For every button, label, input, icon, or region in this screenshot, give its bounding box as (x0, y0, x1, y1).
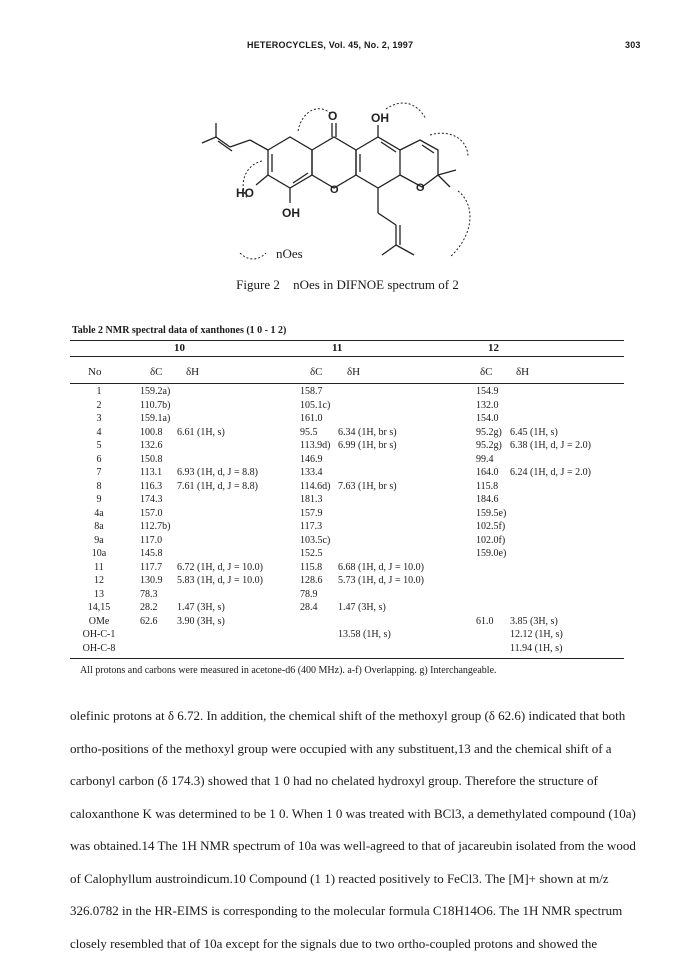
table-cell-dh-12: 6.45 (1H, s) (510, 426, 558, 438)
group-header-12: 12 (488, 342, 499, 354)
table-title: Table 2 NMR spectral data of xanthones (1 0 - 1 2) (72, 325, 287, 336)
table-cell-dc-11: 157.9 (300, 507, 323, 519)
body-line: caloxanthone K was determined to be 1 0. When 1 0 was treated with BCl3, a demethylated compound (10a) (70, 805, 636, 821)
noe-arrow (386, 103, 426, 119)
group-header-11: 11 (332, 342, 343, 354)
table-cell-no: OH-C-8 (82, 642, 116, 654)
table-cell-dc-10: 100.8 (140, 426, 163, 438)
oh-top-label: OH (371, 111, 389, 125)
table-cell-dc-10: 110.7b) (140, 399, 171, 411)
table-cell-dc-10: 116.3 (140, 480, 163, 492)
table-cell-dc-10: 145.8 (140, 548, 163, 559)
body-line: closely resembled that of 10a except for the signals due to two ortho-coupled protons and showed the (70, 935, 598, 951)
table-cell-dc-10: 150.8 (140, 453, 163, 465)
table-cell-dc-11: 117.3 (300, 521, 323, 532)
table-cell-dc-11: 161.0 (300, 413, 323, 424)
noe-arrow (450, 191, 470, 257)
table-cell-no: 2 (96, 399, 102, 411)
page-number: 303 (625, 40, 641, 50)
table-cell-dc-12: 164.0 (476, 467, 499, 478)
chemical-structure-figure (200, 95, 490, 280)
table-cell-no: 4a (94, 507, 104, 519)
table-cell-dc-11: 95.5 (300, 426, 318, 438)
table-cell-dh-10: 7.61 (1H, d, J = 8.8) (177, 480, 258, 492)
table-cell-dc-11: 152.5 (300, 548, 323, 559)
table-cell-dh-12: 12.12 (1H, s) (510, 629, 563, 640)
ring-b (312, 137, 356, 188)
table-cell-dc-10: 117.7 (140, 561, 163, 573)
table-cell-dc-12: 159.5e) (476, 507, 507, 519)
col-header-dh-10: δH (186, 366, 200, 378)
col-header-dc-11: δC (310, 366, 323, 378)
table-cell-no: 9 (96, 494, 102, 505)
table-cell-no: 8a (94, 521, 104, 532)
table-cell-dh-10: 3.90 (3H, s) (177, 615, 225, 627)
table-cell-no: OMe (88, 615, 110, 627)
table-cell-dc-11: 158.7 (300, 386, 323, 397)
table-cell-no: 12 (94, 575, 104, 586)
table-cell-dh-11: 6.99 (1H, br s) (338, 440, 397, 451)
body-line: was obtained.14 The 1H NMR spectrum of 10a was well-agreed to that of jacareubin isolated from the wood (70, 838, 636, 853)
col-header-dc-10: δC (150, 366, 163, 378)
table-cell-dh-10: 1.47 (3H, s) (177, 602, 225, 613)
ring-o-label: O (330, 184, 339, 196)
table-cell-no: 4 (96, 426, 102, 438)
ho-left-label: HO (236, 186, 254, 200)
table-cell-dc-11: 103.5c) (300, 534, 331, 546)
group-header-10: 10 (174, 342, 185, 354)
table-cell-dc-12: 102.0f) (476, 534, 506, 546)
table-cell-dh-12: 3.85 (3H, s) (510, 615, 558, 627)
table-cell-dh-12: 11.94 (1H, s) (510, 642, 563, 654)
table-cell-no: 10a (91, 548, 107, 559)
table-cell-no: 8 (96, 480, 102, 492)
table-cell-no: 3 (96, 413, 102, 424)
table-cell-dc-11: 128.6 (300, 575, 323, 586)
table-cell-dc-10: 112.7b) (140, 521, 171, 532)
col-header-dc-12: δC (480, 366, 493, 378)
table-cell-dc-12: 99.4 (476, 453, 494, 465)
table-cell-dh-11: 5.73 (1H, d, J = 10.0) (338, 575, 424, 586)
table-cell-no: 13 (94, 588, 104, 600)
table-cell-dc-10: 113.1 (140, 467, 163, 478)
carbonyl-o-label: O (328, 109, 338, 123)
table-rule-group (70, 356, 624, 357)
table-cell-no: 7 (96, 467, 102, 478)
legend-dash (240, 253, 266, 259)
table-cell-dc-12: 61.0 (476, 615, 494, 627)
figure-caption (0, 277, 695, 293)
body-line: of Calophyllum austroindicum.10 Compound (1 1) reacted positively to FeCl3. The [M]+ shown at m/z (70, 870, 609, 886)
table-cell-dc-10: 159.1a) (140, 413, 171, 424)
table-cell-dc-12: 115.8 (476, 480, 499, 492)
table-cell-dc-12: 154.0 (476, 413, 499, 424)
col-header-no: No (88, 366, 102, 378)
table-cell-no: 5 (96, 440, 102, 451)
body-line: 326.0782 in the HR-EIMS is corresponding to the molecular formula C18H14O6. The 1H NMR spectrum (70, 903, 623, 918)
oh-bottom-label: OH (282, 206, 300, 220)
table-cell-dh-11: 6.68 (1H, d, J = 10.0) (338, 561, 424, 573)
journal-citation: HETEROCYCLES, Vol. 45, No. 2, 1997 (247, 40, 414, 50)
table-cell-dc-11: 115.8 (300, 561, 323, 573)
table-cell-dc-11: 146.9 (300, 453, 323, 465)
ring-a (268, 137, 312, 188)
noe-arrow (430, 133, 468, 157)
table-rule-top (70, 340, 624, 341)
table-cell-dc-12: 102.5f) (476, 521, 506, 532)
table-cell-dc-11: 105.1c) (300, 399, 331, 411)
col-header-dh-11: δH (347, 366, 361, 378)
table-cell-dc-12: 95.2g) (476, 440, 502, 451)
table-cell-no: 9a (94, 534, 104, 546)
table-cell-dc-10: 28.2 (140, 602, 158, 613)
table-cell-dc-10: 130.9 (140, 575, 163, 586)
table-rule-head (70, 383, 624, 384)
table-cell-dc-11: 78.9 (300, 588, 318, 600)
table-cell-dh-10: 6.93 (1H, d, J = 8.8) (177, 467, 258, 478)
pyran-o-label: O (416, 182, 425, 194)
table-cell-no: 1 (96, 386, 102, 397)
table-cell-dc-10: 62.6 (140, 615, 158, 627)
table-cell-dc-11: 133.4 (300, 467, 323, 478)
col-header-dh-12: δH (516, 366, 530, 378)
table-cell-dc-11: 114.6d) (300, 480, 331, 492)
table-cell-dh-10: 5.83 (1H, d, J = 10.0) (177, 575, 263, 586)
table-cell-dc-12: 184.6 (476, 494, 499, 505)
table-cell-dh-10: 6.61 (1H, s) (177, 426, 225, 438)
table-cell-dh-11: 1.47 (3H, s) (338, 602, 386, 613)
body-line: olefinic protons at δ 6.72. In addition, the chemical shift of the methoxyl group (δ 62.6) indicated that both (70, 708, 626, 723)
table-cell-dc-11: 113.9d) (300, 440, 331, 451)
table-cell-dc-12: 132.0 (476, 399, 499, 411)
ring-c (356, 137, 400, 188)
table-footnote: All protons and carbons were measured in acetone-d6 (400 MHz). a-f) Overlapping. g) Interchangeable. (80, 665, 497, 676)
figure-label: Figure 2 (236, 277, 280, 292)
table-cell-no: 11 (94, 561, 104, 573)
noe-arrow (298, 109, 330, 131)
body-line: carbonyl carbon (δ 174.3) showed that 1 0 had no chelated hydroxyl group. Therefore the structure of (70, 773, 598, 788)
table-cell-dc-10: 132.6 (140, 440, 163, 451)
table-cell-dc-10: 78.3 (140, 588, 158, 600)
table-cell-dc-11: 181.3 (300, 494, 323, 505)
table-cell-dc-10: 159.2a) (140, 386, 171, 397)
table-cell-dc-11: 28.4 (300, 602, 318, 613)
table-cell-no: OH-C-1 (82, 629, 116, 640)
table-cell-dc-12: 95.2g) (476, 426, 502, 438)
table-cell-dh-11: 7.63 (1H, br s) (338, 480, 397, 492)
table-cell-dh-12: 6.38 (1H, d, J = 2.0) (510, 440, 591, 451)
table-cell-dc-10: 174.3 (140, 494, 163, 505)
table-cell-no: 14,15 (87, 602, 111, 613)
table-cell-dh-10: 6.72 (1H, d, J = 10.0) (177, 561, 263, 573)
table-cell-dc-12: 154.9 (476, 386, 499, 397)
table-cell-dc-10: 117.0 (140, 534, 163, 546)
table-cell-dh-11: 13.58 (1H, s) (338, 629, 391, 640)
body-line: ortho-positions of the methoxyl group were occupied with any substituent,13 and the chemical shift of a (70, 740, 612, 756)
table-cell-no: 6 (96, 453, 102, 465)
table-cell-dc-10: 157.0 (140, 507, 163, 519)
table-cell-dh-11: 6.34 (1H, br s) (338, 426, 397, 438)
noes-legend-label: nOes (276, 246, 303, 261)
figure-caption-text: nOes in DIFNOE spectrum of 2 (293, 277, 459, 292)
table-rule-bottom (70, 658, 624, 659)
table-cell-dh-12: 6.24 (1H, d, J = 2.0) (510, 467, 591, 478)
table-cell-dc-12: 159.0e) (476, 548, 507, 559)
